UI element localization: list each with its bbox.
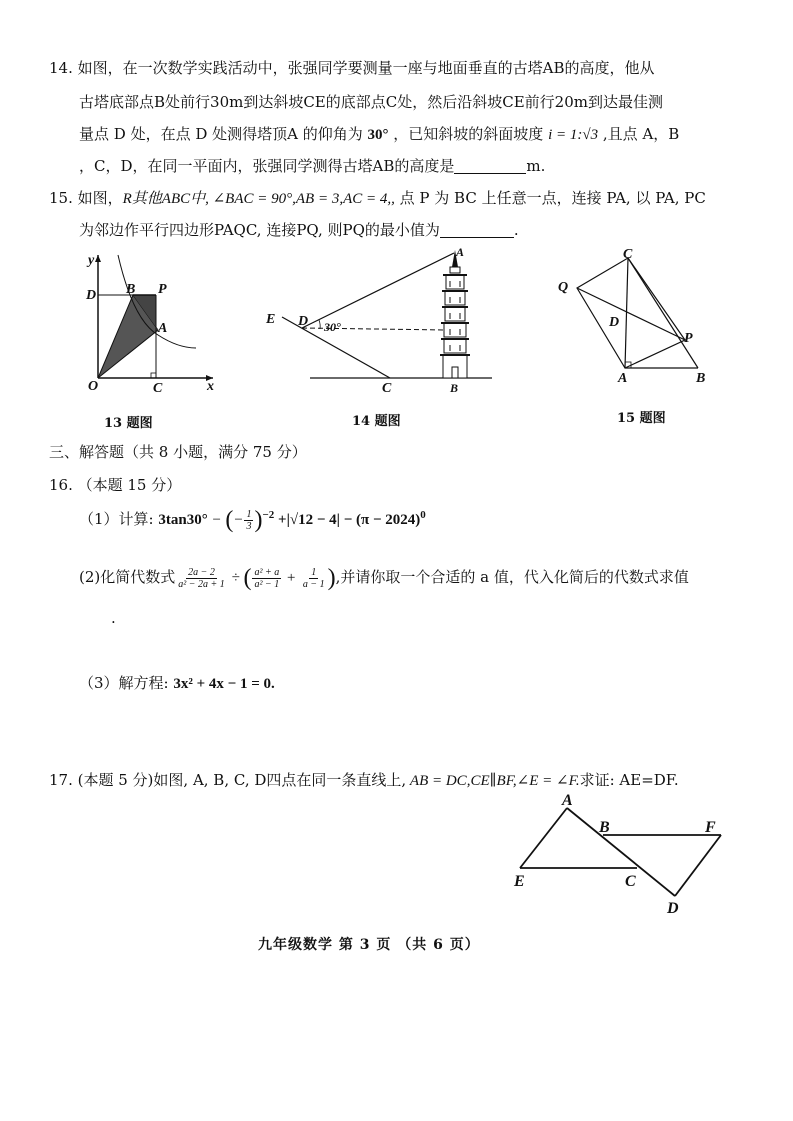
q14-unit: m. — [526, 157, 546, 175]
q16-part1-exponent-zero: 0 — [420, 509, 426, 521]
q16-part2-label: (2)化简代数式 — [79, 568, 176, 586]
f13-label-D: D — [86, 288, 97, 303]
q14-answer-blank[interactable] — [454, 157, 526, 174]
figure-14 — [262, 245, 502, 395]
f15-label-B: B — [696, 371, 706, 386]
q16-part1-frac-num: 1 — [246, 508, 252, 520]
f14-label-angle: 30° — [324, 320, 341, 334]
q17-given: AB = DC,CE∥BF,∠E = ∠F. — [406, 773, 580, 789]
f15-label-Q: Q — [558, 280, 569, 295]
f17-label-C: C — [625, 873, 636, 890]
q15-line1-text-c: 点 P 为 BC 上任意一点，连接 PA, 以 PA, PC — [394, 189, 706, 207]
q16-part2-dot: . — [111, 609, 116, 627]
figure-14-caption: 14 题图 — [352, 414, 401, 429]
q16-part1-minus: − — [207, 512, 226, 528]
q15-period: . — [513, 221, 519, 239]
q16-part1-exponent: −2 — [262, 509, 275, 521]
f13-label-y: y — [88, 253, 95, 268]
f14-label-B: B — [450, 381, 459, 395]
q16-part2 — [79, 563, 689, 592]
q14-line3 — [79, 124, 679, 145]
q17-text-a: 17. (本题 5 分)如图, A, B, C, D四点在同一条直线上, — [49, 771, 407, 789]
q16-part2-frac3-den: a − 1 — [302, 578, 325, 590]
q16-part2-frac1 — [176, 567, 227, 590]
q14-line4 — [79, 156, 545, 176]
f13-label-O: O — [88, 379, 99, 394]
q16-part2-lparen: ( — [243, 565, 252, 591]
figure-17 — [505, 788, 735, 918]
f13-label-A: A — [158, 321, 168, 336]
q16-part2-tail: ,并请你取一个合适的 a 值，代入化简后的代数式求值 — [335, 568, 689, 586]
q16-part3-equation: 3x² + 4x − 1 = 0. — [173, 676, 275, 692]
q15-line2 — [79, 220, 519, 240]
q16-part1-rest: +|√12 − 4| − (π − 2024) — [274, 512, 421, 528]
q16-part2-frac3 — [301, 567, 327, 590]
f14-label-C: C — [382, 381, 392, 395]
f14-label-D: D — [298, 314, 309, 329]
q15-line1-text-a: 15. 如图， — [49, 189, 123, 207]
q16-part2-plus: + — [282, 570, 300, 586]
f15-label-A: A — [618, 371, 628, 386]
f15-label-D: D — [609, 315, 620, 330]
q16-part2-frac2 — [252, 567, 281, 590]
q16-part1-frac — [244, 509, 253, 532]
f17-label-A: A — [562, 792, 573, 809]
q16-part1-label: （1）计算: — [79, 510, 154, 528]
q16-part3 — [79, 673, 275, 694]
q16-part1-lparen: ( — [225, 507, 234, 533]
q16-part2-frac1-den: a² − 2a + 1 — [178, 578, 225, 590]
q16-part1-tan: 3tan30° — [158, 512, 208, 528]
q15-given: R其他ABC中, ∠BAC = 90°,AB = 3,AC = 4,, — [122, 191, 395, 207]
q15-line2-text: 为邻边作平行四边形PAQC, 连接PQ, 则PQ的最小值为 — [79, 221, 440, 239]
page-footer: 九年级数学 第 3 页 （共 6 页） — [258, 937, 480, 953]
q16-title: 16. （本题 15 分） — [49, 476, 182, 494]
figure-13-caption: 13 题图 — [104, 416, 153, 431]
q16-part3-label: （3）解方程: — [79, 674, 169, 692]
q17-prove: 求证: AE=DF. — [579, 771, 679, 789]
f14-label-A: A — [456, 245, 465, 259]
q14-line3-text-c: ,且点 A，B — [602, 125, 680, 143]
f13-label-C: C — [153, 381, 163, 395]
q14-line4-text: ，C，D，在同一平面内，张强同学测得古塔AB的高度是 — [79, 157, 455, 175]
f13-label-x: x — [207, 379, 214, 394]
f15-label-P: P — [684, 331, 693, 346]
q16-part1: （1）计算: 3tan30° − (− $\frac{1}{3}$ )$^{-2} +|√12 - 4| - (\pi - 2024)^0$ — [79, 507, 426, 533]
figure-15-caption: 15 题图 — [617, 411, 666, 426]
q16-part2-frac3-num: 1 — [311, 566, 317, 578]
f14-label-E: E — [266, 312, 276, 327]
f17-label-D: D — [667, 900, 679, 917]
q16-part2-frac2-num: a² + a — [254, 566, 280, 578]
q15-line1 — [49, 188, 706, 209]
f17-label-E: E — [514, 873, 525, 890]
q15-answer-blank[interactable] — [440, 221, 514, 238]
q14-line2: 古塔底部点B处前行30m到达斜坡CE的底部点C处，然后沿斜坡CE前行20m到达最佳测 — [79, 93, 663, 111]
q16-part2-frac1-num: 2a − 2 — [188, 566, 215, 578]
q14-line3-text-b: ，已知斜坡的斜面坡度 — [393, 125, 544, 143]
f15-label-C: C — [623, 247, 633, 262]
f17-label-F: F — [705, 819, 716, 836]
q16-part2-div: ÷ — [227, 570, 244, 586]
figure-13 — [78, 250, 218, 395]
q14-line1: 14. 如图，在一次数学实践活动中，张强同学要测量一座与地面垂直的古塔AB的高度，他从 — [49, 59, 655, 77]
f13-label-P: P — [158, 282, 167, 297]
q14-slope: i = 1:√3 — [548, 127, 599, 143]
q16-part1-frac-den: 3 — [246, 520, 252, 532]
q16-part2-rparen: ) — [327, 565, 336, 591]
q16-part2-frac2-den: a² − 1 — [254, 578, 280, 590]
figure-15 — [550, 245, 720, 390]
q16-part1-rparen: ) — [254, 507, 263, 533]
f17-label-B: B — [599, 819, 610, 836]
section-3-title: 三、解答题（共 8 小题，满分 75 分） — [49, 443, 307, 461]
q14-line3-text-a: 量点 D 处，在点 D 处测得塔顶A 的仰角为 — [79, 125, 363, 143]
pagoda-icon — [440, 250, 470, 378]
f13-label-B: B — [126, 282, 136, 297]
q14-angle: 30° — [367, 127, 389, 143]
